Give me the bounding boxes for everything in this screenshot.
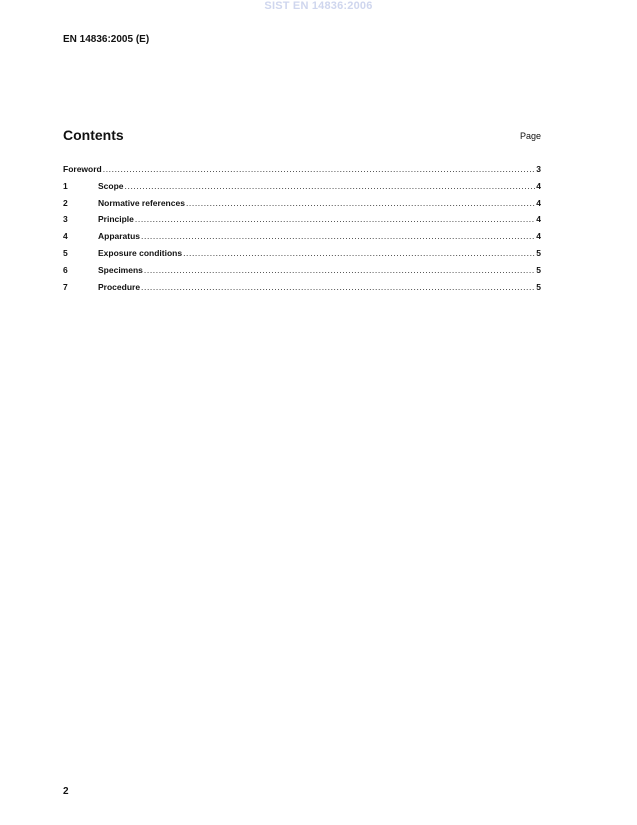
- toc-entry-normative-references[interactable]: [63, 198, 541, 215]
- toc-entry-specimens[interactable]: [63, 265, 541, 282]
- toc-entry-title: Apparatus: [98, 231, 141, 242]
- document-identifier: EN 14836:2005 (E): [63, 34, 150, 45]
- toc-entry-exposure-conditions[interactable]: [63, 248, 541, 265]
- toc-entry-apparatus[interactable]: [63, 231, 541, 248]
- toc-entry-title: Exposure conditions: [98, 247, 183, 258]
- toc-entry-number: 3: [63, 214, 68, 225]
- toc-entry-number: 5: [63, 247, 68, 258]
- toc-entry-page: 4: [536, 214, 541, 225]
- table-of-contents: [63, 164, 541, 298]
- page-column-label: Page: [519, 131, 541, 141]
- toc-entry-title: Scope: [98, 180, 124, 191]
- toc-entry-title: Procedure: [98, 281, 141, 292]
- contents-heading: Contents: [63, 127, 124, 143]
- toc-entry-procedure[interactable]: [63, 282, 541, 299]
- toc-leader-dots: [141, 282, 535, 292]
- toc-entry-title: Foreword: [63, 164, 102, 174]
- toc-entry-page: 5: [536, 281, 541, 292]
- toc-entry-number: 1: [63, 180, 68, 191]
- toc-entry-number: 7: [63, 281, 68, 292]
- toc-entry-page: 4: [536, 197, 541, 208]
- toc-entry-title: Specimens: [98, 264, 143, 275]
- toc-entry-page: 5: [536, 264, 541, 275]
- toc-entry-page: 4: [536, 180, 541, 191]
- toc-leader-dots: [141, 231, 535, 241]
- toc-leader-dots: [103, 164, 536, 174]
- toc-entry-page: 5: [536, 247, 541, 258]
- toc-entry-number: 4: [63, 231, 68, 242]
- toc-entry-foreword[interactable]: [63, 164, 541, 181]
- toc-entry-title: Normative references: [98, 197, 185, 208]
- toc-entry-number: 2: [63, 197, 68, 208]
- toc-entry-page: 4: [536, 231, 541, 242]
- toc-entry-scope[interactable]: [63, 181, 541, 198]
- toc-entry-number: 6: [63, 264, 68, 275]
- toc-leader-dots: [183, 248, 535, 258]
- toc-leader-dots: [186, 198, 535, 208]
- watermark: SIST EN 14836:2006: [264, 0, 373, 12]
- toc-entry-page: 3: [536, 164, 541, 174]
- page-number: 2: [63, 786, 69, 797]
- toc-entry-title: Principle: [98, 214, 134, 225]
- toc-leader-dots: [144, 265, 535, 275]
- toc-leader-dots: [135, 214, 535, 224]
- toc-leader-dots: [125, 181, 536, 191]
- toc-entry-principle[interactable]: [63, 214, 541, 231]
